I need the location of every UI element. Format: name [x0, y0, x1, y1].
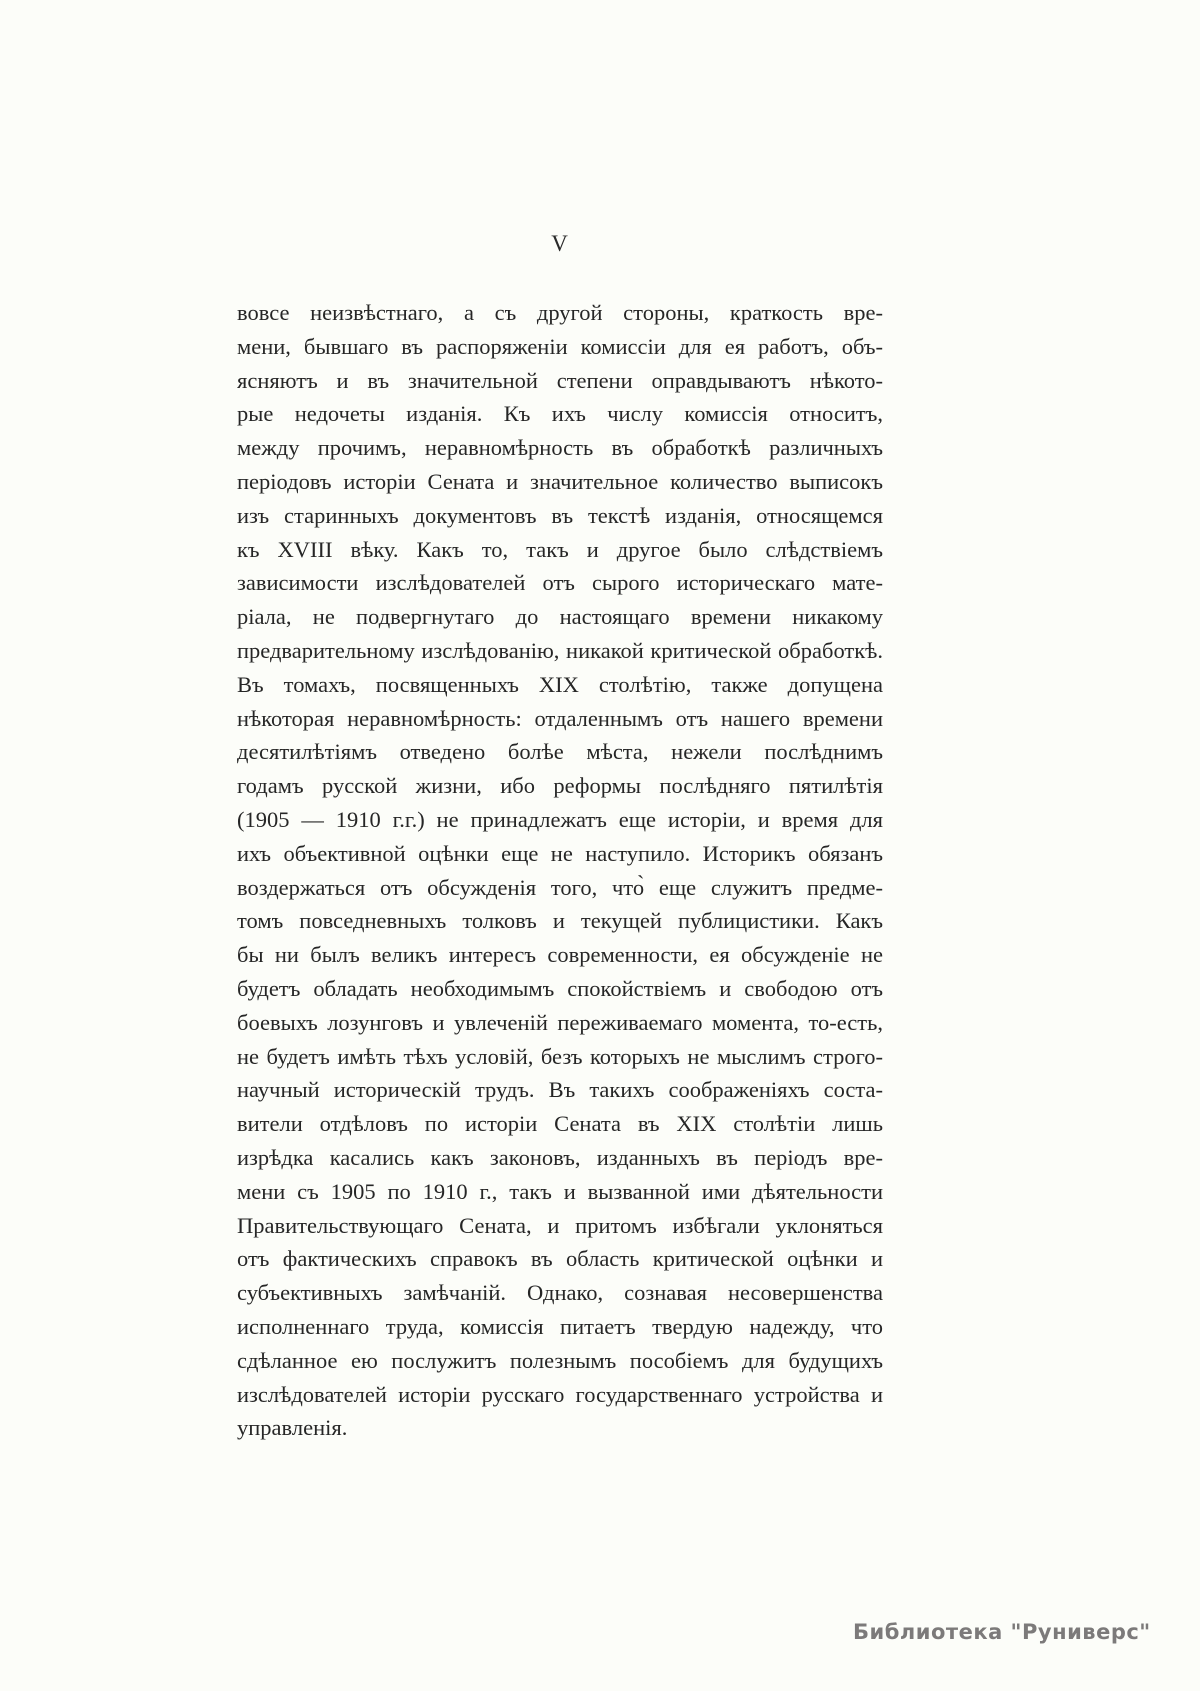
text-line: періодовъ исторіи Сената и значительное количество выписокъ: [237, 468, 883, 494]
text-line: вители отдѣловъ по исторіи Сената въ XIX столѣтіи лишь: [237, 1111, 883, 1137]
text-line: боевыхъ лозунговъ и увлеченій переживаемаго момента, то-есть,: [237, 1009, 883, 1035]
text-line: (1905 — 1910 г.г.) не принадлежатъ еще исторіи, и время для: [237, 806, 883, 832]
text-line: зависимости изслѣдователей отъ сырого историческаго мате-: [237, 570, 883, 596]
text-line: субъективныхъ замѣчаній. Однако, сознавая несовершенства: [237, 1280, 883, 1306]
text-line: воздержаться отъ обсужденія того, что̀ еще служитъ предме-: [237, 874, 883, 900]
text-line: мени съ 1905 по 1910 г., такъ и вызванной ими дѣятельности: [237, 1178, 883, 1204]
text-line: бы ни былъ великъ интересъ современности, ея обсужденіе не: [237, 942, 883, 968]
text-line: мени, бывшаго въ распоряженіи комиссіи для ея работъ, объ-: [237, 333, 883, 359]
text-line: между прочимъ, неравномѣрность въ обработкѣ различныхъ: [237, 435, 883, 461]
text-line: изслѣдователей исторіи русскаго государственнаго устройства и: [237, 1381, 883, 1407]
text-line: сдѣланное ею послужитъ полезнымъ пособіемъ для будущихъ: [237, 1347, 883, 1373]
text-line: Правительствующаго Сената, и притомъ избѣгали уклоняться: [237, 1212, 883, 1238]
text-line: ясняютъ и въ значительной степени оправдываютъ нѣкото-: [237, 367, 883, 393]
text-line: ріала, не подвергнутаго до настоящаго времени никакому: [237, 604, 883, 630]
paragraph: [237, 296, 883, 1445]
text-line: Въ томахъ, посвященныхъ XIX столѣтію, также допущена: [237, 671, 883, 697]
library-watermark: Библиотека "Руниверс": [853, 1620, 1151, 1644]
text-line: управленія.: [237, 1415, 348, 1441]
text-line: нѣкоторая неравномѣрность: отдаленнымъ отъ нашего времени: [237, 705, 883, 731]
page-number: V: [551, 231, 569, 256]
text-line: вовсе неизвѣстнаго, а съ другой стороны, краткость вре-: [237, 300, 883, 325]
text-line: десятилѣтіямъ отведено болѣе мѣста, нежели послѣднимъ: [237, 739, 883, 765]
text-line: отъ фактическихъ справокъ въ область критической оцѣнки и: [237, 1246, 883, 1272]
text-line: рые недочеты изданія. Къ ихъ числу комиссія относитъ,: [237, 401, 883, 427]
text-line: изрѣдка касались какъ законовъ, изданныхъ въ періодъ вре-: [237, 1144, 883, 1170]
text-line: будетъ обладать необходимымъ спокойствіемъ и свободою отъ: [237, 975, 883, 1001]
text-line: не будетъ имѣть тѣхъ условій, безъ которыхъ не мыслимъ строго-: [237, 1043, 883, 1069]
text-line: исполненнаго труда, комиссія питаетъ твердую надежду, что: [237, 1313, 883, 1339]
text-line: годамъ русской жизни, ибо реформы послѣдняго пятилѣтія: [237, 773, 883, 799]
text-line: томъ повседневныхъ толковъ и текущей публицистики. Какъ: [237, 908, 883, 934]
text-line: ихъ объективной оцѣнки еще не наступило. Историкъ обязанъ: [237, 840, 883, 866]
text-line: къ XVIII вѣку. Какъ то, такъ и другое было слѣдствіемъ: [237, 536, 883, 562]
text-line: изъ старинныхъ документовъ въ текстѣ изданія, относящемся: [237, 502, 883, 528]
text-line: предварительному изслѣдованію, никакой критической обработкѣ.: [237, 637, 883, 663]
text-line: научный историческій трудъ. Въ такихъ соображеніяхъ соста-: [237, 1077, 883, 1103]
